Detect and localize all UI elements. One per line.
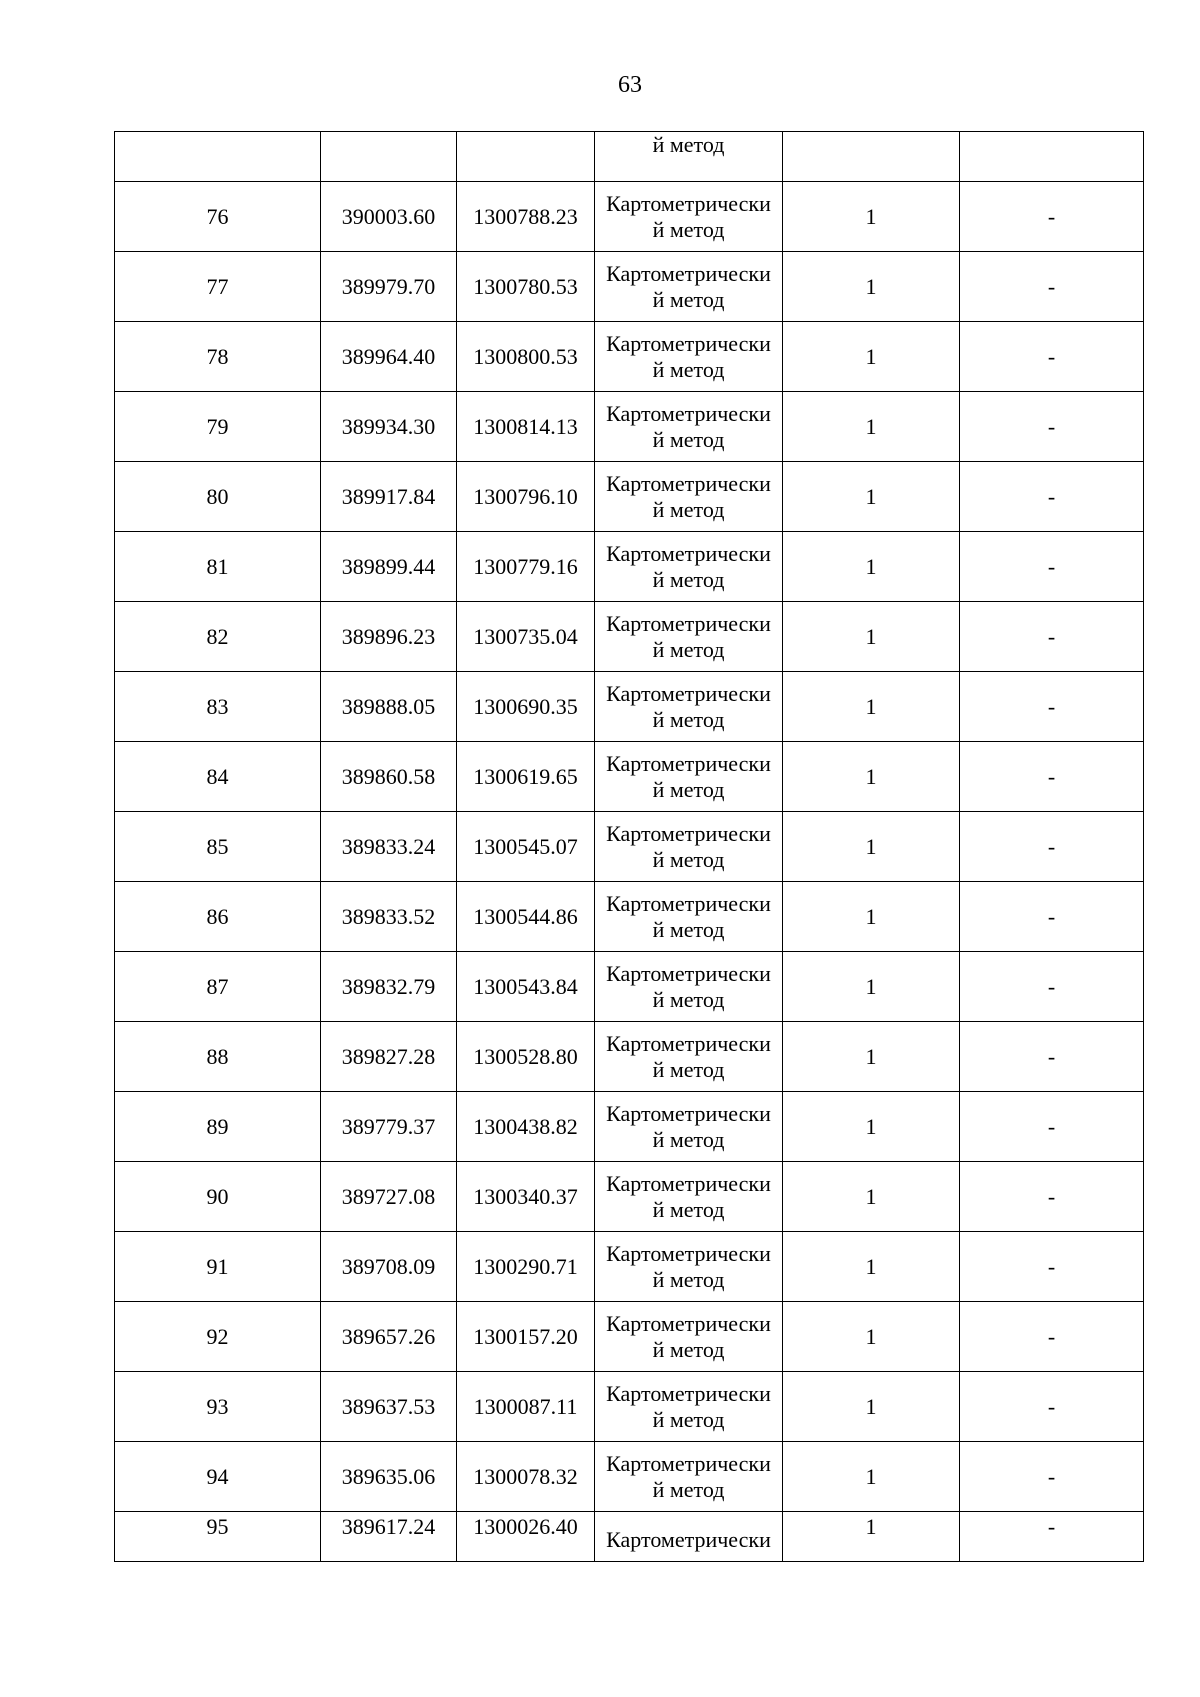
cell-y: 1300528.80 xyxy=(457,1022,595,1092)
cell-x: 389833.52 xyxy=(321,882,457,952)
cell-x: 390003.60 xyxy=(321,182,457,252)
cell-method xyxy=(595,742,783,812)
cell-x: 389708.09 xyxy=(321,1232,457,1302)
cell-note: - xyxy=(960,392,1144,462)
cell-method: й метод xyxy=(595,132,783,182)
cell-x: 389779.37 xyxy=(321,1092,457,1162)
cell-y: 1300796.10 xyxy=(457,462,595,532)
cell-point-number: 82 xyxy=(115,602,321,672)
cell-x: 389635.06 xyxy=(321,1442,457,1512)
cell-accuracy: 1 xyxy=(783,322,960,392)
cell-note: - xyxy=(960,742,1144,812)
table-row xyxy=(115,602,1144,672)
cell-point-number: 80 xyxy=(115,462,321,532)
table-row xyxy=(115,1442,1144,1512)
method-line-1: Картометрически xyxy=(606,260,771,286)
cell-accuracy: 1 xyxy=(783,532,960,602)
cell-accuracy: 1 xyxy=(783,1302,960,1372)
coordinates-table xyxy=(114,131,1144,1562)
cell-accuracy: 1 xyxy=(783,252,960,322)
cell-accuracy: 1 xyxy=(783,182,960,252)
cell-y: 1300087.11 xyxy=(457,1372,595,1442)
cell-note: - xyxy=(960,882,1144,952)
cell-point-number: 88 xyxy=(115,1022,321,1092)
method-line-1: Картометрически xyxy=(606,610,771,636)
method-line-2: й метод xyxy=(652,1056,725,1082)
cell-x: 389964.40 xyxy=(321,322,457,392)
continuation-row xyxy=(115,132,1144,182)
cell-point-number: 92 xyxy=(115,1302,321,1372)
method-line-2: й метод xyxy=(652,216,725,242)
cell-point-number: 78 xyxy=(115,322,321,392)
method-line-1: Картометрически xyxy=(606,890,771,916)
method-line-2: й метод xyxy=(652,1336,725,1362)
cell-point-number: 86 xyxy=(115,882,321,952)
cell-accuracy: 1 xyxy=(783,1232,960,1302)
table-row xyxy=(115,952,1144,1022)
cell-x: 389917.84 xyxy=(321,462,457,532)
cell-x: 389899.44 xyxy=(321,532,457,602)
table-row xyxy=(115,182,1144,252)
cell-note: - xyxy=(960,1302,1144,1372)
cell-y: 1300619.65 xyxy=(457,742,595,812)
method-line-2: й метод xyxy=(652,916,725,942)
cell-method xyxy=(595,882,783,952)
table-row xyxy=(115,322,1144,392)
cell-x: 389860.58 xyxy=(321,742,457,812)
cell-method xyxy=(595,1442,783,1512)
cell-y: 1300780.53 xyxy=(457,252,595,322)
cell-x: 389637.53 xyxy=(321,1372,457,1442)
method-line-1: Картометрически xyxy=(606,400,771,426)
cell-accuracy: 1 xyxy=(783,1162,960,1232)
method-line-2: й метод xyxy=(652,636,725,662)
cell-y: 1300078.32 xyxy=(457,1442,595,1512)
method-line-1: Картометрически xyxy=(606,680,771,706)
cell-x: 389727.08 xyxy=(321,1162,457,1232)
method-line-2: й метод xyxy=(652,356,725,382)
cell-point-number: 94 xyxy=(115,1442,321,1512)
cell-accuracy: 1 xyxy=(783,602,960,672)
cell-method: Картометрически xyxy=(595,1512,783,1562)
method-line-2: й метод xyxy=(652,566,725,592)
cell-note: - xyxy=(960,462,1144,532)
cell-method xyxy=(595,322,783,392)
cell-point-number: 89 xyxy=(115,1092,321,1162)
cell-y: 1300690.35 xyxy=(457,672,595,742)
cell-y: 1300438.82 xyxy=(457,1092,595,1162)
cell-x xyxy=(321,132,457,182)
cell-point-number: 85 xyxy=(115,812,321,882)
cell-y: 1300290.71 xyxy=(457,1232,595,1302)
table-row xyxy=(115,1512,1144,1562)
table-row xyxy=(115,532,1144,602)
cell-note: - xyxy=(960,322,1144,392)
method-line-1: Картометрически xyxy=(606,1240,771,1266)
table-row xyxy=(115,882,1144,952)
cell-note xyxy=(960,132,1144,182)
cell-point-number: 87 xyxy=(115,952,321,1022)
method-line-2: й метод xyxy=(652,1476,725,1502)
method-line-1: Картометрически xyxy=(606,1170,771,1196)
method-line-1: Картометрически xyxy=(606,1380,771,1406)
cell-note: - xyxy=(960,1162,1144,1232)
cell-point-number: 91 xyxy=(115,1232,321,1302)
method-line-2: й метод xyxy=(652,496,725,522)
cell-accuracy: 1 xyxy=(783,1022,960,1092)
cell-accuracy: 1 xyxy=(783,742,960,812)
cell-y: 1300788.23 xyxy=(457,182,595,252)
method-line-2: й метод xyxy=(652,1266,725,1292)
cell-point-number: 77 xyxy=(115,252,321,322)
table-row xyxy=(115,742,1144,812)
table-row xyxy=(115,1022,1144,1092)
cell-method xyxy=(595,812,783,882)
cell-method xyxy=(595,1372,783,1442)
cell-accuracy xyxy=(783,132,960,182)
cell-method xyxy=(595,1092,783,1162)
method-line-1: Картометрически xyxy=(606,820,771,846)
cell-y: 1300157.20 xyxy=(457,1302,595,1372)
cell-point-number xyxy=(115,132,321,182)
method-line-1: Картометрически xyxy=(606,330,771,356)
cell-note: - xyxy=(960,182,1144,252)
cell-point-number: 95 xyxy=(115,1512,321,1562)
method-line-1: Картометрически xyxy=(606,1310,771,1336)
method-line-1: Картометрически xyxy=(606,960,771,986)
cell-note: - xyxy=(960,672,1144,742)
cell-x: 389833.24 xyxy=(321,812,457,882)
table-row xyxy=(115,392,1144,462)
cell-note: - xyxy=(960,532,1144,602)
method-line-1: Картометрически xyxy=(606,1030,771,1056)
cell-y: 1300779.16 xyxy=(457,532,595,602)
method-line-2: й метод xyxy=(652,776,725,802)
cell-accuracy: 1 xyxy=(783,1092,960,1162)
cell-note: - xyxy=(960,602,1144,672)
method-line-2: й метод xyxy=(652,1406,725,1432)
method-line-2: й метод xyxy=(652,286,725,312)
cell-y: 1300544.86 xyxy=(457,882,595,952)
cell-method xyxy=(595,1162,783,1232)
cell-point-number: 90 xyxy=(115,1162,321,1232)
table-row xyxy=(115,1162,1144,1232)
cell-accuracy: 1 xyxy=(783,952,960,1022)
cell-method xyxy=(595,462,783,532)
cell-note: - xyxy=(960,1372,1144,1442)
cell-accuracy: 1 xyxy=(783,392,960,462)
cell-accuracy: 1 xyxy=(783,1512,960,1562)
method-line-1: Картометрически xyxy=(606,190,771,216)
cell-method xyxy=(595,392,783,462)
cell-method xyxy=(595,182,783,252)
cell-point-number: 83 xyxy=(115,672,321,742)
cell-y: 1300026.40 xyxy=(457,1512,595,1562)
method-line-2: й метод xyxy=(652,986,725,1012)
cell-accuracy: 1 xyxy=(783,1372,960,1442)
cell-x: 389934.30 xyxy=(321,392,457,462)
table-row xyxy=(115,1092,1144,1162)
table-row xyxy=(115,1372,1144,1442)
cell-method xyxy=(595,252,783,322)
method-line-2: й метод xyxy=(652,426,725,452)
method-line-1: Картометрически xyxy=(606,1450,771,1476)
method-line-1: Картометрически xyxy=(606,540,771,566)
cell-point-number: 84 xyxy=(115,742,321,812)
cell-accuracy: 1 xyxy=(783,812,960,882)
cell-accuracy: 1 xyxy=(783,672,960,742)
cell-method xyxy=(595,672,783,742)
cell-x: 389896.23 xyxy=(321,602,457,672)
page-number: 63 xyxy=(618,72,642,98)
cell-point-number: 79 xyxy=(115,392,321,462)
table-row xyxy=(115,672,1144,742)
table-row xyxy=(115,1302,1144,1372)
table-row xyxy=(115,1232,1144,1302)
cell-method xyxy=(595,1302,783,1372)
method-line-1: Картометрически xyxy=(606,750,771,776)
cell-y: 1300543.84 xyxy=(457,952,595,1022)
table-row xyxy=(115,812,1144,882)
cell-x: 389827.28 xyxy=(321,1022,457,1092)
cell-note: - xyxy=(960,1022,1144,1092)
cell-y: 1300800.53 xyxy=(457,322,595,392)
cell-note: - xyxy=(960,1442,1144,1512)
cell-note: - xyxy=(960,812,1144,882)
cell-method xyxy=(595,532,783,602)
cell-note: - xyxy=(960,1092,1144,1162)
table-row xyxy=(115,462,1144,532)
method-line-2: й метод xyxy=(652,706,725,732)
table-row xyxy=(115,252,1144,322)
cell-method xyxy=(595,1022,783,1092)
cell-y: 1300814.13 xyxy=(457,392,595,462)
method-line-2: й метод xyxy=(652,1196,725,1222)
cell-y: 1300545.07 xyxy=(457,812,595,882)
cell-y: 1300340.37 xyxy=(457,1162,595,1232)
cell-accuracy: 1 xyxy=(783,882,960,952)
cell-note: - xyxy=(960,952,1144,1022)
cell-point-number: 81 xyxy=(115,532,321,602)
method-line-2: й метод xyxy=(652,846,725,872)
cell-note: - xyxy=(960,1232,1144,1302)
method-line-2: й метод xyxy=(652,1126,725,1152)
cell-note: - xyxy=(960,1512,1144,1562)
cell-x: 389979.70 xyxy=(321,252,457,322)
method-line-1: Картометрически xyxy=(606,1100,771,1126)
cell-y: 1300735.04 xyxy=(457,602,595,672)
cell-point-number: 76 xyxy=(115,182,321,252)
cell-y xyxy=(457,132,595,182)
cell-x: 389657.26 xyxy=(321,1302,457,1372)
cell-x: 389832.79 xyxy=(321,952,457,1022)
cell-point-number: 93 xyxy=(115,1372,321,1442)
cell-accuracy: 1 xyxy=(783,1442,960,1512)
cell-x: 389617.24 xyxy=(321,1512,457,1562)
cell-x: 389888.05 xyxy=(321,672,457,742)
cell-accuracy: 1 xyxy=(783,462,960,532)
cell-method xyxy=(595,1232,783,1302)
method-line-1: Картометрически xyxy=(606,470,771,496)
cell-method xyxy=(595,952,783,1022)
cell-method xyxy=(595,602,783,672)
cell-note: - xyxy=(960,252,1144,322)
